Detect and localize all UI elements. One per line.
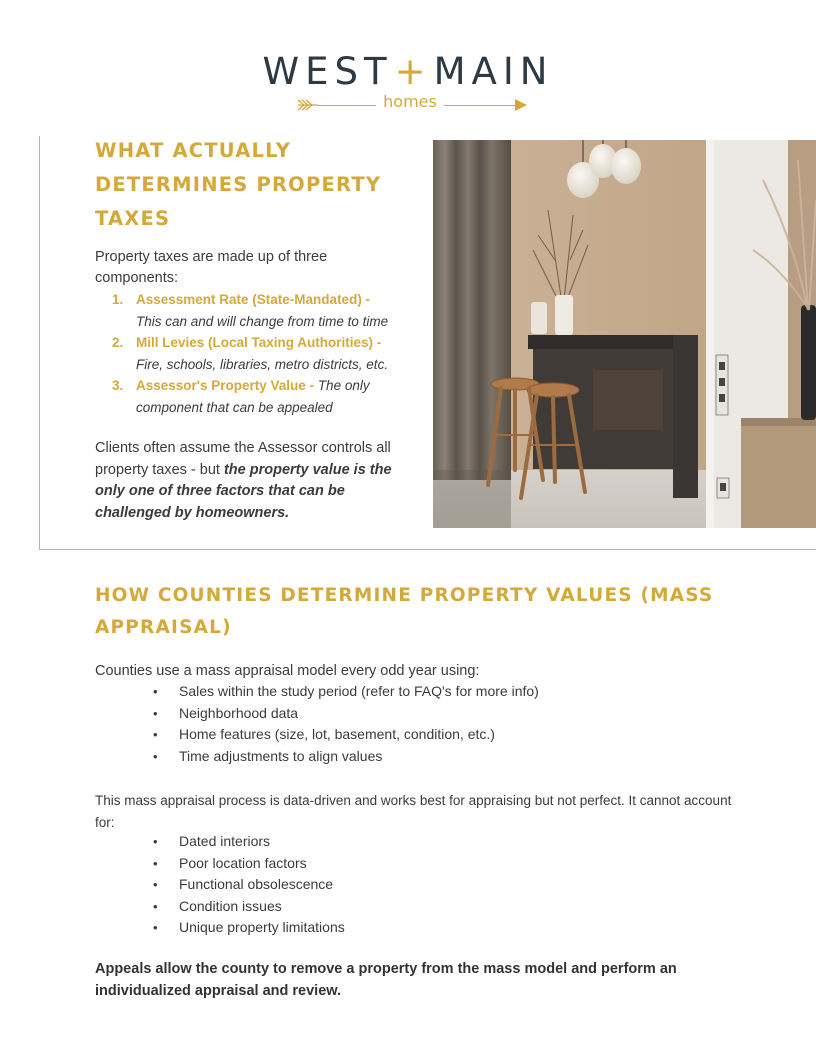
brand-west: WEST xyxy=(262,50,393,93)
list-item: • Home features (size, lot, basement, condition, etc.) xyxy=(152,724,712,746)
component-title: Assessment Rate (State-Mandated) - xyxy=(136,292,371,307)
closing-text: Clients often assume the Assessor controls all property taxes - but xyxy=(95,440,391,478)
list-item: • Condition issues xyxy=(152,896,712,918)
list-item: • Time adjustments to align values xyxy=(152,746,712,768)
brand-plus: + xyxy=(394,50,432,93)
appraisal-factors-list xyxy=(152,681,712,767)
list-item: • Unique property limitations xyxy=(152,917,712,939)
component-desc: Fire, schools, libraries, metro districts, etc. xyxy=(136,356,389,372)
list-item xyxy=(112,289,412,332)
closing-emphasis: the property value is the only one of three factors that can be challenged by homeowners. xyxy=(95,461,392,521)
section1-title: WHAT ACTUALLY DETERMINES PROPERTY TAXES xyxy=(95,139,382,230)
limitation-intro: This mass appraisal process is data-driven and works best for appraising but not perfect. It cannot account for: xyxy=(95,793,732,830)
list-item xyxy=(112,375,412,418)
list-number: 3. xyxy=(112,378,124,393)
component-title: Assessor's Property Value - xyxy=(136,378,315,393)
arrow-head-icon xyxy=(514,98,528,112)
list-item: • Neighborhood data xyxy=(152,703,712,725)
list-item xyxy=(112,332,412,375)
section2-intro: Counties use a mass appraisal model every odd year using: xyxy=(95,663,480,679)
section2-title: HOW COUNTIES DETERMINE PROPERTY VALUES (MASS APPRAISAL) xyxy=(95,585,714,638)
brand-logo xyxy=(0,50,816,111)
arrow-fletching-icon xyxy=(296,94,318,116)
brand-main: MAIN xyxy=(433,50,554,93)
limitations-list xyxy=(152,831,712,939)
list-item: • Functional obsolescence xyxy=(152,874,712,896)
component-desc: The only component that can be appealed xyxy=(136,378,370,415)
section-frame-left xyxy=(39,136,40,550)
component-desc: This can and will change from time to time xyxy=(136,313,389,329)
interior-photo xyxy=(433,140,816,528)
component-title: Mill Levies (Local Taxing Authorities) - xyxy=(136,335,382,350)
section2-conclusion: Appeals allow the county to remove a property from the mass model and perform an individualized appraisal and review. xyxy=(95,961,677,999)
list-item: • Sales within the study period (refer to FAQ's for more info) xyxy=(152,681,712,703)
brand-subtitle: homes xyxy=(383,92,437,111)
section1-closing xyxy=(95,438,405,524)
list-number: 1. xyxy=(112,292,124,307)
section-frame-bottom xyxy=(39,549,816,550)
list-item: • Dated interiors xyxy=(152,831,712,853)
brand-arrow xyxy=(296,94,528,116)
tax-components-list xyxy=(112,289,412,418)
section1-intro: Property taxes are made up of three components: xyxy=(95,249,328,286)
list-item: • Poor location factors xyxy=(152,853,712,875)
list-number: 2. xyxy=(112,335,124,350)
